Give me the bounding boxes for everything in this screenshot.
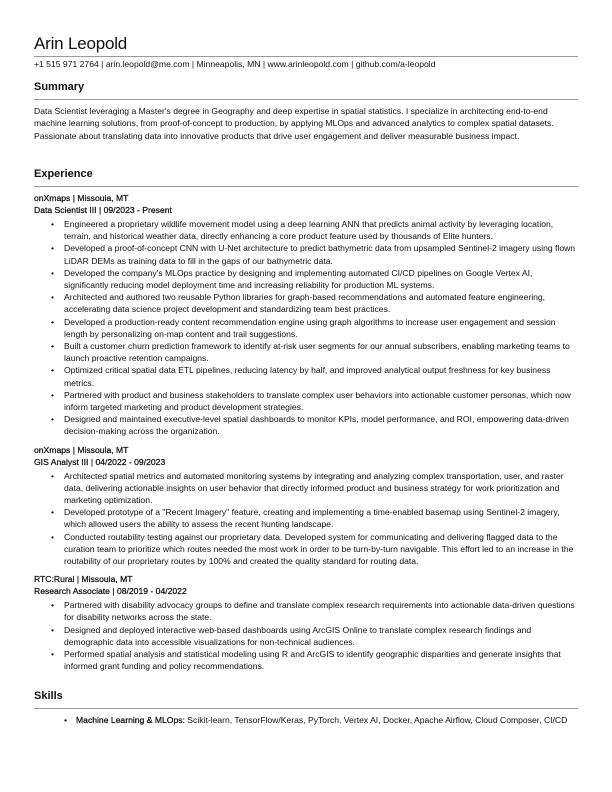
skills-section bbox=[34, 690, 578, 726]
bullet-text: Developed prototype of a "Recent Imagery" feature, creating and implementing a time-enabled basemap using Sentinel-2 imagery, which allowed users the ability to assess the recent hunting landscape. bbox=[64, 507, 560, 530]
contact-line: +1 515 971 2764 | arin.leopold@me.com | Minneapolis, MN | www.arinleopold.com | github.com/a-leopold bbox=[34, 59, 436, 69]
job-bullets bbox=[34, 470, 578, 568]
job-bullets bbox=[34, 599, 578, 672]
job-entry bbox=[34, 192, 578, 438]
list-item: • Developed prototype of a "Recent Imagery" feature, creating and implementing a time-enabled basemap using Sentinel-2 imagery, which allowed users the ability to assess the recent hunting landscape. bbox=[51, 507, 560, 530]
bullet-text: Designed and deployed interactive web-based dashboards using ArcGIS Online to translate complex research findings and demographic data into accessible visualizations for non-technical audiences. bbox=[64, 624, 532, 647]
candidate-name: Arin Leopold bbox=[34, 34, 128, 53]
bullet-text: Conducted routability testing against our proprietary data. Developed system for communicating and delivering flagged data to the curation team to prioritize which routes needed the most work in order to be turn-by-turn navigable. This effort led to an increase in the routability of our proprietary routes by 100% and created the quality standard for routing data. bbox=[64, 531, 574, 567]
bullet-text: Built a customer churn prediction framework to identify at-risk user segments for our annual subscribers, enabling marketing teams to launch proactive retention campaigns. bbox=[64, 341, 570, 364]
job-entry bbox=[34, 444, 578, 568]
bullet-text: Optimized critical spatial data ETL pipelines, reducing latency by half, and improved analytical output freshness for key business metrics. bbox=[64, 365, 551, 388]
skills-list bbox=[34, 714, 578, 726]
list-item: • Partnered with product and business stakeholders to translate complex user behaviors into actionable customer personas, which now inform targeted marketing and product development strategies. bbox=[51, 389, 571, 413]
list-item: • Conducted routability testing against our proprietary data. Developed system for communicating and delivering flagged data to the curation team to prioritize which routes needed the most work in order to be turn-by-turn navigable. This effort led to an increase in the routability of our proprietary routes by 100% and created the quality standard for routing data. bbox=[51, 531, 574, 567]
skill-values: Scikit-learn, TensorFlow/Keras, PyTorch, Vertex AI, Docker, Apache Airflow, Cloud Composer, CI/CD bbox=[184, 715, 568, 725]
bullet-text: Developed the company's MLOps practice by designing and implementing automated CI/CD pipelines on Google Vertex AI, significantly reducing model deployment time and increasing reliability for production ML systems. bbox=[64, 267, 533, 291]
divider bbox=[34, 56, 578, 57]
job-bullets bbox=[34, 218, 578, 438]
list-item: • Designed and maintained executive-level spatial dashboards to monitor KPIs, model performance, and ROI, empowering data-driven decision-making across the organization. bbox=[51, 414, 569, 437]
job-company: onXmaps | Missoula, MT bbox=[34, 193, 129, 203]
bullet-text: Partnered with product and business stakeholders to translate complex user behaviors into actionable customer personas, which now inform targeted marketing and product development strategies. bbox=[64, 389, 571, 413]
list-item: • Architected and authored two reusable Python libraries for graph-based recommendations and automated feature engineering, accelerating data science project development and standardizing team best practices. bbox=[51, 292, 546, 315]
job-entry bbox=[34, 573, 578, 672]
divider bbox=[34, 186, 578, 187]
list-item: • Developed a production-ready content recommendation engine using graph algorithms to increase user engagement and session length by personalizing on-map content and trail suggestions. bbox=[51, 316, 556, 339]
bullet-text: Designed and maintained executive-level spatial dashboards to monitor KPIs, model performance, and ROI, empowering data-driven decision-making across the organization. bbox=[64, 414, 569, 437]
section-heading-experience: Experience bbox=[34, 168, 93, 180]
list-item: • Designed and deployed interactive web-based dashboards using ArcGIS Online to translate complex research findings and demographic data into accessible visualizations for non-technical audiences. bbox=[51, 624, 532, 647]
bullet-text: Performed spatial analysis and statistical modeling using R and ArcGIS to identify geographic disparities and generate insights that informed grant funding and policy recommendations. bbox=[64, 649, 561, 672]
list-item: • Optimized critical spatial data ETL pipelines, reducing latency by half, and improved analytical output freshness for key business metrics. bbox=[51, 365, 551, 388]
bullet-text: Partnered with disability advocacy groups to define and translate complex research requirements into actionable data-driven questions for disability networks across the state. bbox=[64, 600, 575, 623]
list-item: • Developed the company's MLOps practice by designing and implementing automated CI/CD pipelines on Google Vertex AI, significantly reducing model deployment time and increasing reliability for production ML systems. bbox=[51, 267, 533, 291]
list-item: • Architected spatial metrics and automated monitoring systems by integrating and analyzing complex transportation, user, and raster data, delivering actionable insights on user behavior that directly informed product and business strategy for work prioritization and marketing optimization. bbox=[51, 470, 564, 506]
list-item: • Built a customer churn prediction framework to identify at-risk user segments for our annual subscribers, enabling marketing teams to launch proactive retention campaigns. bbox=[51, 341, 570, 364]
bullet-text: Architected and authored two reusable Python libraries for graph-based recommendations and automated feature engineering, accelerating data science project development and standardizing team best practices. bbox=[64, 292, 546, 315]
bullet-text: Architected spatial metrics and automated monitoring systems by integrating and analyzing complex transportation, user, and raster data, delivering actionable insights on user behavior that directly informed product and business strategy for work prioritization and marketing optimization. bbox=[64, 470, 564, 506]
bullet-text: Developed a proof-of-concept CNN with U-Net architecture to predict bathymetric data from upsampled Sentinel-2 imagery using flown LiDAR DEMs as training data to fill in the gaps of our bathymetric data. bbox=[64, 243, 576, 266]
bullet-text: Developed a production-ready content recommendation engine using graph algorithms to increase user engagement and session length by personalizing on-map content and trail suggestions. bbox=[64, 316, 556, 339]
bullet-text: Engineered a proprietary wildlife movement model using a deep learning ANN that predicts animal activity by leveraging location, terrain, and historical weather data, directly enhancing a core product feature used by thousands of Elite hunters. bbox=[64, 219, 554, 242]
summary-text: Data Scientist leveraging a Master's degree in Geography and deep expertise in spatial statistics. I specialize in architecting end-to-end machine learning solutions, from proof-of-concept to production, by applying MLOps and advanced analytics to complex spatial datasets. Passionate about translating data into innovative products that drive user engagement and deliver measurable business impact. bbox=[34, 106, 554, 141]
job-role: Research Associate | 08/2019 - 04/2022 bbox=[34, 586, 187, 597]
skill-category: Machine Learning & MLOps: bbox=[76, 715, 185, 725]
section-heading-summary: Summary bbox=[34, 81, 85, 93]
list-item: • Performed spatial analysis and statistical modeling using R and ArcGIS to identify geographic disparities and generate insights that informed grant funding and policy recommendations. bbox=[51, 649, 561, 672]
list-item: • Developed a proof-of-concept CNN with U-Net architecture to predict bathymetric data from upsampled Sentinel-2 imagery using flown LiDAR DEMs as training data to fill in the gaps of our bathymetric data. bbox=[51, 243, 576, 266]
divider bbox=[34, 708, 578, 709]
experience-section bbox=[34, 168, 578, 673]
job-company: RTC:Rural | Missoula, MT bbox=[34, 574, 133, 585]
section-heading-skills: Skills bbox=[34, 690, 63, 702]
job-role: Data Scientist III | 09/2023 - Present bbox=[34, 205, 172, 215]
list-item: • Machine Learning & MLOps: Scikit-learn, TensorFlow/Keras, PyTorch, Vertex AI, Docker, Apache Airflow, Cloud Composer, CI/CD bbox=[64, 715, 568, 725]
job-company: onXmaps | Missoula, MT bbox=[34, 444, 129, 455]
divider bbox=[34, 99, 578, 100]
job-role: GIS Analyst III | 04/2022 - 09/2023 bbox=[34, 456, 166, 467]
list-item: • Engineered a proprietary wildlife movement model using a deep learning ANN that predicts animal activity by leveraging location, terrain, and historical weather data, directly enhancing a core product feature used by thousands of Elite hunters. bbox=[51, 219, 554, 242]
summary-section bbox=[34, 81, 578, 142]
list-item: • Partnered with disability advocacy groups to define and translate complex research requirements into actionable data-driven questions for disability networks across the state. bbox=[51, 600, 575, 623]
